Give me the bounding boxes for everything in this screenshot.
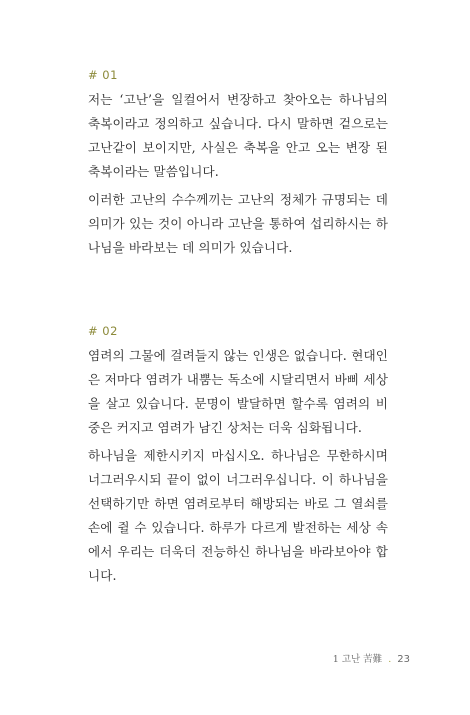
chapter-title: 고난 苦難: [341, 654, 383, 665]
paragraph: 염려의 그물에 걸려들지 않는 인생은 없습니다. 현대인은 저마다 염려가 내뿜는 독소에 시달리면서 바삐 세상을 살고 있습니다. 문명이 발달하면 할수록 염려의 비중은 커지고 염려가 남긴 상처는 더욱 심화됩니다.: [88, 348, 388, 435]
paragraph: 저는 ‘고난’을 일컬어서 변장하고 찾아오는 하나님의 축복이라고 정의하고 싶습니다. 다시 말하면 겉으로는 고난같이 보이지만, 사실은 축복을 안고 오는 변장 된 축복이라는 말씀입니다.: [88, 92, 388, 179]
section-02: [88, 322, 388, 588]
paragraph: 하나님을 제한시키지 마십시오. 하나님은 무한하시며 너그러우시되 끝이 없이 너그러우십니다. 이 하나님을 선택하기만 하면 염려로부터 해방되는 바로 그 열쇠를 손에 쥘 수 있습니다. 하루가 다르게 발전하는 세상 속에서 우리는 더욱더 전능하신 하나님을 바라보아야 합니다.: [88, 448, 388, 583]
section-number: # 01: [88, 68, 118, 82]
chapter-number: 1: [332, 654, 339, 665]
running-footer: [333, 651, 410, 665]
section-01: [88, 66, 388, 260]
paragraph: 이러한 고난의 수수께끼는 고난의 정체가 규명되는 데 의미가 있는 것이 아니라 고난을 통하여 섭리하시는 하나님을 바라보는 데 의미가 있습니다.: [88, 192, 388, 255]
page-number: 23: [397, 654, 410, 665]
footer-separator: .: [388, 654, 392, 665]
section-number: # 02: [88, 324, 118, 338]
